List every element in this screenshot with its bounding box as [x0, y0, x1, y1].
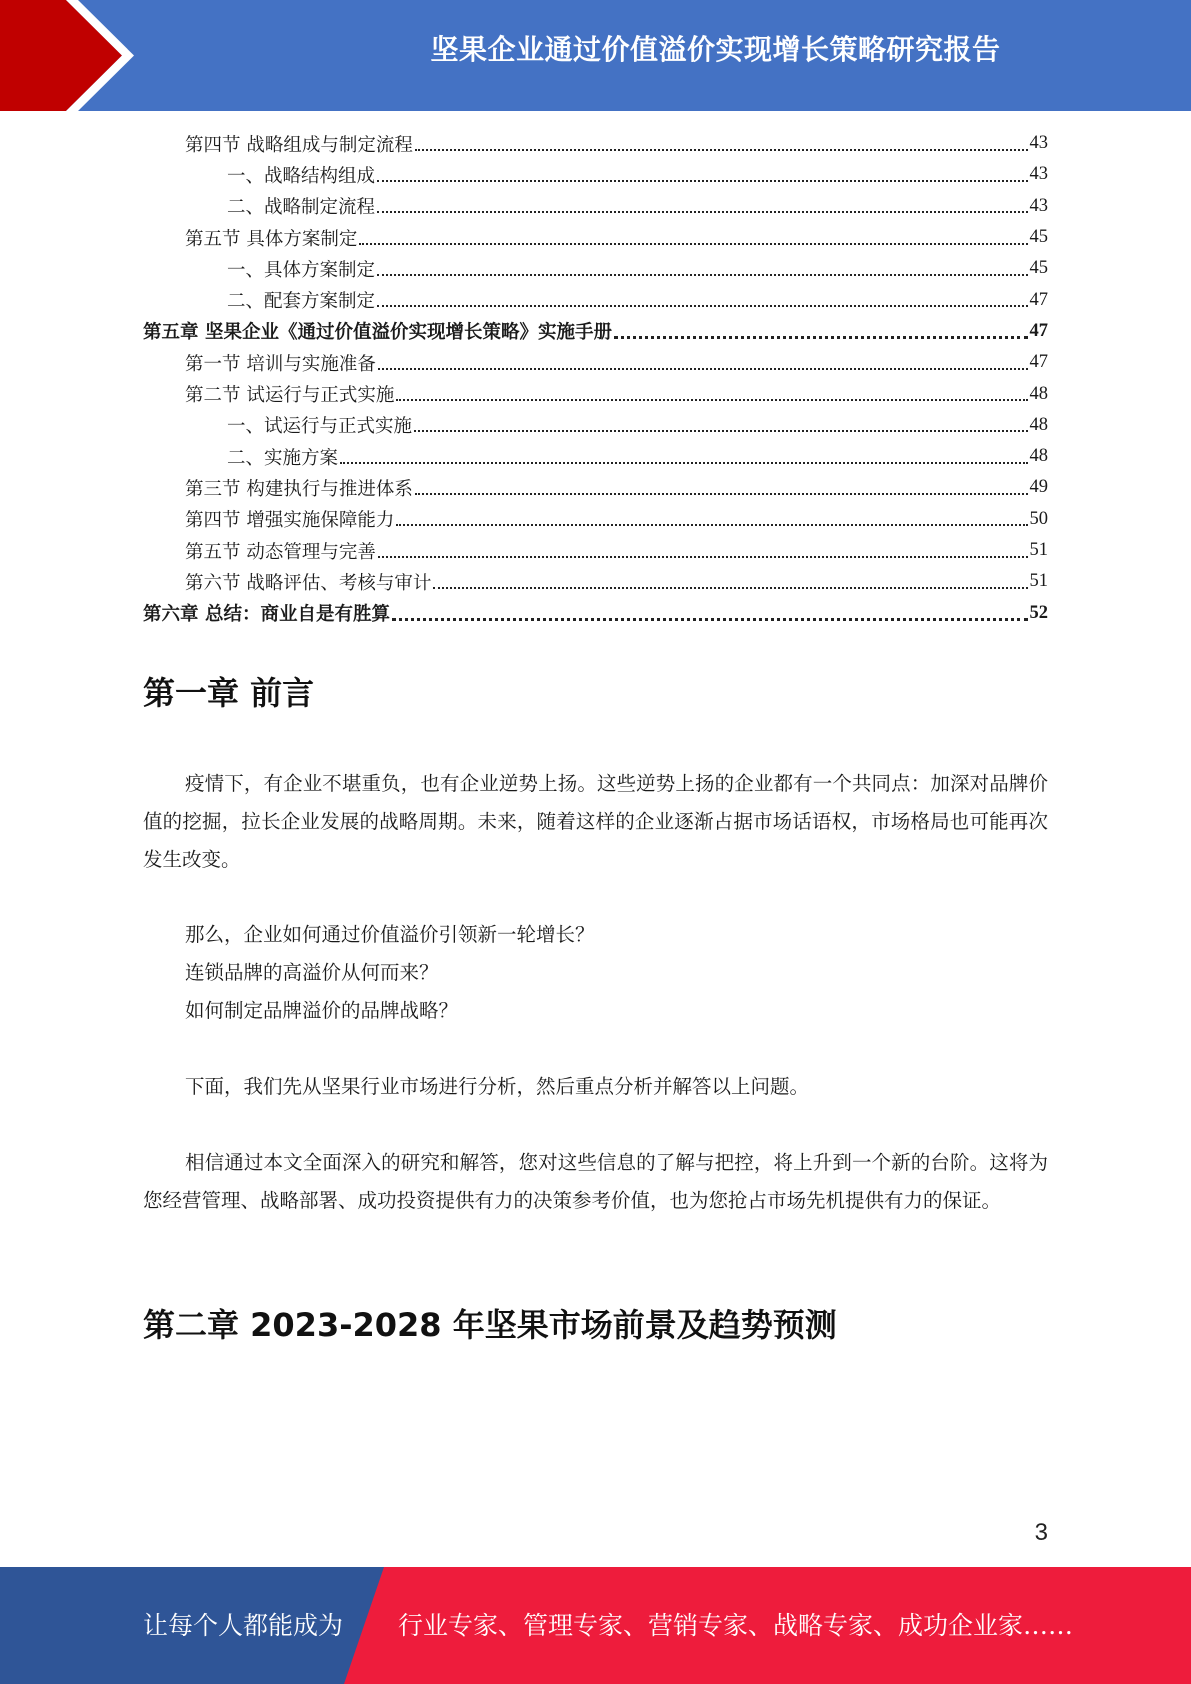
intro-paragraph: 疫情下，有企业不堪重负，也有企业逆势上扬。这些逆势上扬的企业都有一个共同点：加深对品牌价值的挖掘，拉长企业发展的战略周期。未来，随着这样的企业逐渐占据市场话语权，市场格局也可能再次发生改变。: [143, 772, 1048, 871]
toc-entry-page: 50: [1029, 508, 1048, 529]
toc-entry-title: 第四节 增强实施保障能力: [185, 510, 395, 532]
toc-dot-leader: [414, 430, 1027, 432]
toc-entry[interactable]: [143, 347, 1048, 378]
toc-entry-page: 47: [1029, 320, 1048, 341]
toc-entry[interactable]: [143, 441, 1048, 472]
toc-entry-title: 第六节 战略评估、考核与审计: [185, 572, 432, 594]
question-1: 那么，企业如何通过价值溢价引领新一轮增长？: [185, 923, 595, 946]
page-header: [0, 0, 1191, 111]
toc-entry-page: 51: [1029, 571, 1048, 592]
toc-entry-page: 48: [1029, 446, 1048, 467]
toc-entry[interactable]: [143, 222, 1048, 253]
toc-entry[interactable]: [143, 191, 1048, 222]
toc-entry[interactable]: [143, 378, 1048, 409]
toc-entry[interactable]: [143, 597, 1048, 628]
chapter-1-heading: 第一章 前言: [143, 674, 315, 712]
conclusion-paragraph: 相信通过本文全面深入的研究和解答，您对这些信息的了解与把控，将上升到一个新的台阶。这将为您经营管理、战略部署、成功投资提供有力的决策参考价值，也为您抢占市场先机提供有力的保证。: [143, 1151, 1048, 1212]
toc-entry-page: 51: [1029, 540, 1048, 560]
toc-entry-page: 49: [1029, 477, 1048, 498]
footer-slogan-right: 行业专家、管理专家、营销专家、战略专家、成功企业家……: [398, 1611, 1074, 1640]
toc-dot-leader: [415, 493, 1028, 495]
header-arrow-decoration: [0, 0, 150, 111]
toc-entry-page: 48: [1029, 383, 1048, 404]
toc-entry-title: 一、战略结构组成: [227, 165, 376, 187]
toc-entry[interactable]: [143, 472, 1048, 503]
toc-entry-page: 43: [1029, 133, 1048, 154]
toc-dot-leader: [396, 524, 1027, 526]
report-title: 坚果企业通过价值溢价实现增长策略研究报告: [430, 33, 1001, 66]
toc-dot-leader: [392, 618, 1028, 621]
footer-slogan-left: 让每个人都能成为: [143, 1611, 344, 1640]
toc-entry-page: 45: [1029, 227, 1048, 248]
toc-entry-page: 47: [1029, 352, 1048, 373]
toc-dot-leader: [377, 274, 1027, 276]
toc-entry-page: 52: [1029, 602, 1048, 623]
toc-entry[interactable]: [143, 535, 1048, 566]
question-3: 如何制定品牌溢价的品牌战略？: [185, 999, 459, 1022]
toc-entry-title: 第五章 坚果企业《通过价值溢价实现增长策略》实施手册: [143, 322, 612, 344]
toc-dot-leader: [377, 211, 1027, 213]
toc-entry[interactable]: [143, 316, 1048, 347]
toc-entry-title: 第三节 构建执行与推进体系: [185, 478, 413, 500]
toc-entry-page: 45: [1029, 258, 1048, 279]
toc-dot-leader: [433, 587, 1027, 589]
toc-entry-title: 二、配套方案制定: [227, 291, 376, 313]
toc-entry[interactable]: [143, 284, 1048, 315]
toc-dot-leader: [340, 462, 1027, 464]
toc-entry-title: 第六章 总结：商业自是有胜算: [143, 604, 390, 626]
toc-dot-leader: [614, 336, 1028, 339]
toc-entry[interactable]: [143, 566, 1048, 597]
toc-dot-leader: [377, 180, 1027, 182]
table-of-contents: [143, 128, 1048, 629]
toc-entry-title: 第五节 具体方案制定: [185, 228, 358, 250]
toc-entry[interactable]: [143, 128, 1048, 159]
toc-dot-leader: [415, 149, 1028, 151]
toc-dot-leader: [378, 368, 1028, 370]
toc-entry-title: 第五节 动态管理与完善: [185, 541, 376, 563]
toc-entry[interactable]: [143, 253, 1048, 284]
toc-entry[interactable]: [143, 504, 1048, 535]
page-footer: [0, 1567, 1191, 1684]
toc-dot-leader: [378, 556, 1028, 558]
chapter-2-heading: 第二章 2023-2028 年坚果市场前景及趋势预测: [143, 1306, 837, 1344]
page-number: 3: [1034, 1519, 1048, 1546]
toc-entry-page: 43: [1029, 195, 1048, 216]
toc-entry-title: 第二节 试运行与正式实施: [185, 385, 395, 407]
toc-dot-leader: [396, 399, 1027, 401]
question-2: 连锁品牌的高溢价从何而来？: [185, 961, 439, 984]
analysis-paragraph: 下面，我们先从坚果行业市场进行分析，然后重点分析并解答以上问题。: [185, 1075, 810, 1098]
toc-entry-title: 第四节 战略组成与制定流程: [185, 134, 413, 156]
toc-entry-title: 一、具体方案制定: [227, 259, 376, 281]
toc-entry-title: 二、实施方案: [227, 447, 339, 469]
toc-dot-leader: [377, 305, 1027, 307]
toc-entry-page: 48: [1029, 414, 1048, 435]
toc-entry-page: 43: [1029, 164, 1048, 185]
toc-entry[interactable]: [143, 410, 1048, 441]
toc-entry-page: 47: [1029, 289, 1048, 310]
toc-entry-title: 二、战略制定流程: [227, 197, 376, 219]
toc-entry[interactable]: [143, 159, 1048, 190]
toc-entry-title: 一、试运行与正式实施: [227, 416, 413, 438]
toc-entry-title: 第一节 培训与实施准备: [185, 353, 376, 375]
toc-dot-leader: [359, 243, 1027, 245]
